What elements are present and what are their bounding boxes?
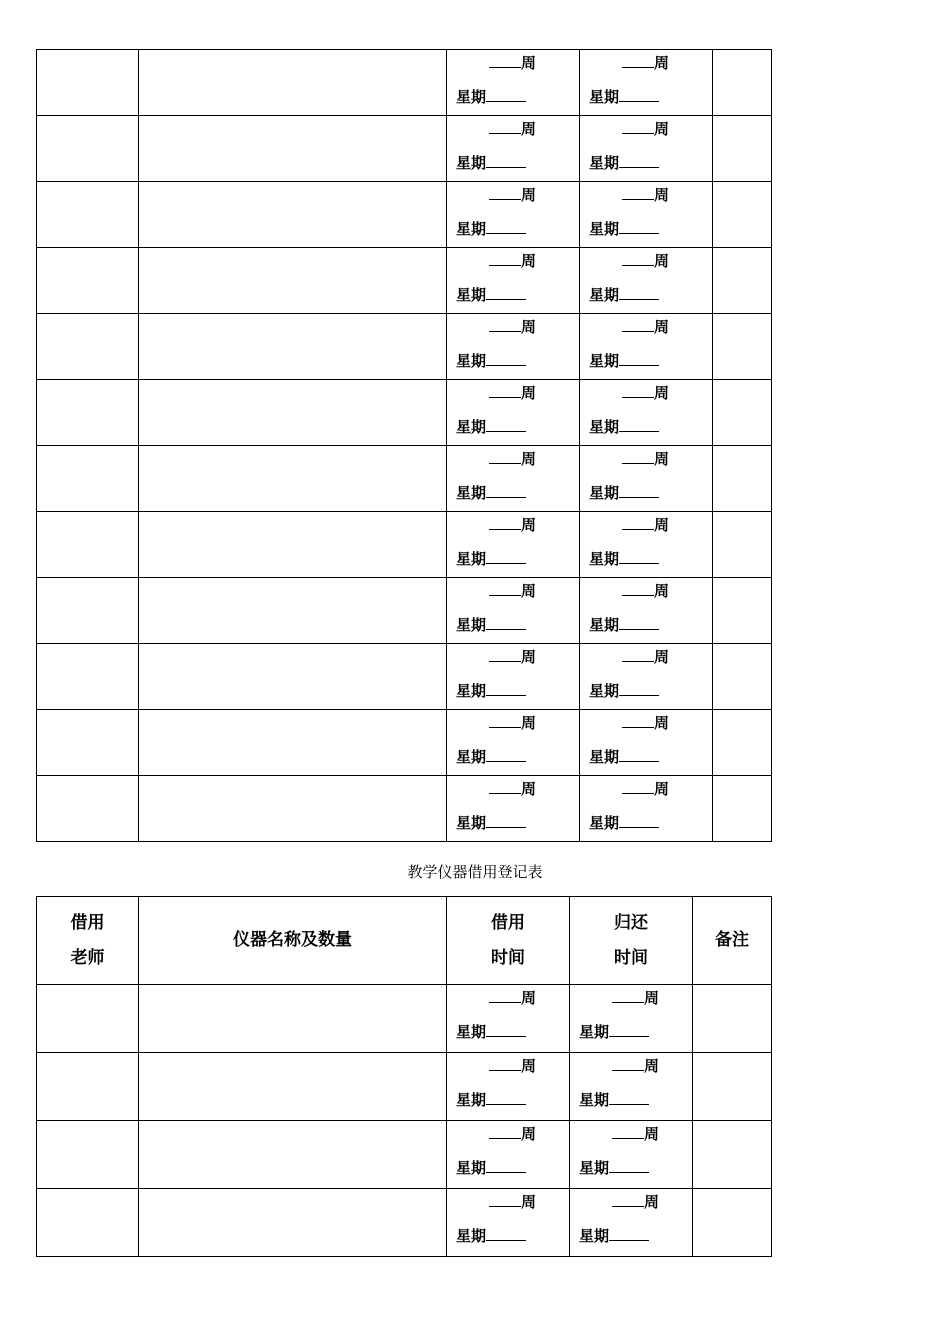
week-field[interactable]: 周 <box>612 1055 659 1076</box>
borrow-time-cell[interactable] <box>447 446 580 512</box>
borrow-time-cell[interactable] <box>447 380 580 446</box>
return-time-cell[interactable] <box>580 776 713 842</box>
borrow-time-cell[interactable] <box>447 1121 570 1189</box>
remark-cell[interactable] <box>713 446 772 512</box>
remark-cell[interactable] <box>713 578 772 644</box>
table-row <box>37 116 772 182</box>
weekday-field[interactable]: 星期 <box>589 152 659 173</box>
weekday-field[interactable]: 星期 <box>456 548 526 569</box>
weekday-field[interactable]: 星期 <box>589 482 659 503</box>
return-time-cell[interactable] <box>570 1189 693 1257</box>
remark-cell[interactable] <box>713 50 772 116</box>
remark-cell[interactable] <box>713 644 772 710</box>
weekday-field[interactable]: 星期 <box>456 416 526 437</box>
borrow-time-cell[interactable] <box>447 182 580 248</box>
weekday-field[interactable]: 星期 <box>456 1225 526 1246</box>
week-field[interactable]: 周 <box>489 52 536 73</box>
borrow-time-cell[interactable] <box>447 710 580 776</box>
week-field[interactable]: 周 <box>489 514 536 535</box>
week-field[interactable]: 周 <box>489 184 536 205</box>
weekday-field[interactable]: 星期 <box>456 680 526 701</box>
header-teacher <box>37 897 139 985</box>
remark-cell[interactable] <box>713 512 772 578</box>
teacher-cell[interactable] <box>37 50 139 116</box>
weekday-field[interactable]: 星期 <box>456 1089 526 1110</box>
return-time-cell[interactable] <box>580 116 713 182</box>
teacher-cell[interactable] <box>37 314 139 380</box>
weekday-field[interactable]: 星期 <box>589 218 659 239</box>
remark-cell[interactable] <box>713 710 772 776</box>
weekday-field[interactable]: 星期 <box>579 1225 649 1246</box>
remark-cell[interactable] <box>713 314 772 380</box>
weekday-field[interactable]: 星期 <box>456 812 526 833</box>
weekday-field[interactable]: 星期 <box>579 1021 649 1042</box>
teacher-cell[interactable] <box>37 710 139 776</box>
week-field[interactable]: 周 <box>489 1191 536 1212</box>
week-field[interactable]: 周 <box>489 382 536 403</box>
return-time-cell[interactable] <box>580 512 713 578</box>
instrument-borrow-table <box>36 896 772 1257</box>
header-teacher-line1: 借用 <box>70 912 105 933</box>
instrument-cell[interactable] <box>139 1189 447 1257</box>
week-field[interactable]: 周 <box>622 184 669 205</box>
week-field[interactable]: 周 <box>622 448 669 469</box>
borrow-time-cell[interactable] <box>447 248 580 314</box>
week-field[interactable]: 周 <box>622 250 669 271</box>
header-row <box>37 897 772 985</box>
weekday-field[interactable]: 星期 <box>456 152 526 173</box>
week-field[interactable]: 周 <box>489 646 536 667</box>
weekday-field[interactable]: 星期 <box>456 1157 526 1178</box>
teacher-cell[interactable] <box>37 1053 139 1121</box>
week-field[interactable]: 周 <box>489 580 536 601</box>
weekday-field[interactable]: 星期 <box>579 1089 649 1110</box>
table-row <box>37 314 772 380</box>
remark-cell[interactable] <box>693 985 772 1053</box>
week-field[interactable]: 周 <box>489 712 536 733</box>
table-row <box>37 644 772 710</box>
weekday-field[interactable]: 星期 <box>456 218 526 239</box>
weekday-field[interactable]: 星期 <box>589 350 659 371</box>
instrument-cell[interactable] <box>139 985 447 1053</box>
week-field[interactable]: 周 <box>612 1123 659 1144</box>
week-field[interactable]: 周 <box>612 987 659 1008</box>
borrow-time-cell[interactable] <box>447 985 570 1053</box>
teacher-cell[interactable] <box>37 578 139 644</box>
instrument-cell[interactable] <box>139 578 447 644</box>
teacher-cell[interactable] <box>37 446 139 512</box>
remark-cell[interactable] <box>713 776 772 842</box>
return-time-cell[interactable] <box>580 314 713 380</box>
return-time-cell[interactable] <box>580 578 713 644</box>
weekday-field[interactable]: 星期 <box>589 284 659 305</box>
header-return-time: 归还 时间 <box>570 897 693 985</box>
teacher-cell[interactable] <box>37 512 139 578</box>
table-row <box>37 248 772 314</box>
weekday-field[interactable]: 星期 <box>589 86 659 107</box>
table-row <box>37 512 772 578</box>
weekday-field[interactable]: 星期 <box>589 746 659 767</box>
return-time-cell[interactable] <box>580 50 713 116</box>
instrument-cell[interactable] <box>139 380 447 446</box>
weekday-field[interactable]: 星期 <box>456 482 526 503</box>
week-field[interactable]: 周 <box>489 118 536 139</box>
remark-cell[interactable] <box>693 1053 772 1121</box>
return-time-cell[interactable] <box>580 446 713 512</box>
teacher-cell[interactable] <box>37 644 139 710</box>
weekday-field[interactable]: 星期 <box>456 1021 526 1042</box>
week-field[interactable]: 周 <box>622 52 669 73</box>
table-row <box>37 182 772 248</box>
instrument-cell[interactable] <box>139 512 447 578</box>
table-row <box>37 985 772 1053</box>
teacher-cell[interactable] <box>37 1121 139 1189</box>
teacher-cell[interactable] <box>37 248 139 314</box>
return-time-cell[interactable] <box>570 985 693 1053</box>
teacher-cell[interactable] <box>37 985 139 1053</box>
borrow-time-cell[interactable] <box>447 512 580 578</box>
week-field[interactable]: 周 <box>489 1055 536 1076</box>
borrow-time-cell[interactable] <box>447 776 580 842</box>
weekday-field[interactable]: 星期 <box>589 548 659 569</box>
instrument-cell[interactable] <box>139 248 447 314</box>
weekday-field[interactable]: 星期 <box>456 746 526 767</box>
borrow-time-cell[interactable] <box>447 1189 570 1257</box>
week-field[interactable]: 周 <box>489 778 536 799</box>
return-time-cell[interactable] <box>580 644 713 710</box>
return-time-cell[interactable] <box>580 380 713 446</box>
borrow-time-cell[interactable] <box>447 50 580 116</box>
borrow-time-cell[interactable] <box>447 314 580 380</box>
remark-cell[interactable] <box>713 380 772 446</box>
table-row <box>37 1189 772 1257</box>
instrument-cell[interactable] <box>139 1053 447 1121</box>
weekday-field[interactable]: 星期 <box>456 284 526 305</box>
instrument-cell[interactable] <box>139 314 447 380</box>
table-row <box>37 1121 772 1189</box>
instrument-cell[interactable] <box>139 116 447 182</box>
return-time-cell[interactable] <box>570 1053 693 1121</box>
remark-cell[interactable] <box>693 1189 772 1257</box>
teacher-cell[interactable] <box>37 116 139 182</box>
weekday-field[interactable]: 星期 <box>589 614 659 635</box>
week-field[interactable]: 周 <box>622 646 669 667</box>
week-field[interactable]: 周 <box>622 316 669 337</box>
remark-cell[interactable] <box>713 116 772 182</box>
borrow-time-cell[interactable] <box>447 116 580 182</box>
return-time-cell[interactable] <box>580 248 713 314</box>
borrow-time-cell[interactable] <box>447 1053 570 1121</box>
teacher-cell[interactable] <box>37 182 139 248</box>
remark-cell[interactable] <box>713 248 772 314</box>
teacher-cell[interactable] <box>37 380 139 446</box>
borrow-time-cell[interactable] <box>447 578 580 644</box>
header-remark: 备注 <box>693 897 772 985</box>
return-time-cell[interactable] <box>580 182 713 248</box>
weekday-field[interactable]: 星期 <box>579 1157 649 1178</box>
weekday-field[interactable]: 星期 <box>589 416 659 437</box>
weekday-field[interactable]: 星期 <box>456 614 526 635</box>
teacher-cell[interactable] <box>37 776 139 842</box>
table-row <box>37 446 772 512</box>
week-field[interactable]: 周 <box>622 580 669 601</box>
instrument-cell[interactable] <box>139 50 447 116</box>
table-row <box>37 578 772 644</box>
instrument-cell[interactable] <box>139 776 447 842</box>
weekday-field[interactable]: 星期 <box>589 812 659 833</box>
week-field[interactable]: 周 <box>489 250 536 271</box>
remark-cell[interactable] <box>693 1121 772 1189</box>
week-field[interactable]: 周 <box>622 382 669 403</box>
header-borrow-time: 借用 时间 <box>447 897 570 985</box>
table-row <box>37 776 772 842</box>
table-row <box>37 1053 772 1121</box>
instrument-cell[interactable] <box>139 446 447 512</box>
week-field[interactable]: 周 <box>622 118 669 139</box>
week-field[interactable]: 周 <box>489 1123 536 1144</box>
instrument-cell[interactable] <box>139 182 447 248</box>
weekday-field[interactable]: 星期 <box>456 350 526 371</box>
instrument-cell[interactable] <box>139 1121 447 1189</box>
return-time-cell[interactable] <box>570 1121 693 1189</box>
header-instrument: 仪器名称及数量 <box>139 897 447 985</box>
week-field[interactable]: 周 <box>612 1191 659 1212</box>
borrow-table-continued <box>36 49 772 842</box>
week-field[interactable]: 周 <box>622 778 669 799</box>
borrow-time-cell[interactable] <box>447 644 580 710</box>
header-teacher-line2: 老师 <box>70 947 105 968</box>
table-row <box>37 380 772 446</box>
table-caption: 教学仪器借用登记表 <box>407 863 543 881</box>
instrument-cell[interactable] <box>139 710 447 776</box>
week-field[interactable]: 周 <box>489 316 536 337</box>
week-field[interactable]: 周 <box>622 712 669 733</box>
return-time-cell[interactable] <box>580 710 713 776</box>
table-row <box>37 710 772 776</box>
teacher-cell[interactable] <box>37 1189 139 1257</box>
instrument-cell[interactable] <box>139 644 447 710</box>
weekday-field[interactable]: 星期 <box>589 680 659 701</box>
week-field[interactable]: 周 <box>622 514 669 535</box>
remark-cell[interactable] <box>713 182 772 248</box>
week-field[interactable]: 周 <box>489 448 536 469</box>
week-field[interactable]: 周 <box>489 987 536 1008</box>
weekday-field[interactable]: 星期 <box>456 86 526 107</box>
table-row <box>37 50 772 116</box>
